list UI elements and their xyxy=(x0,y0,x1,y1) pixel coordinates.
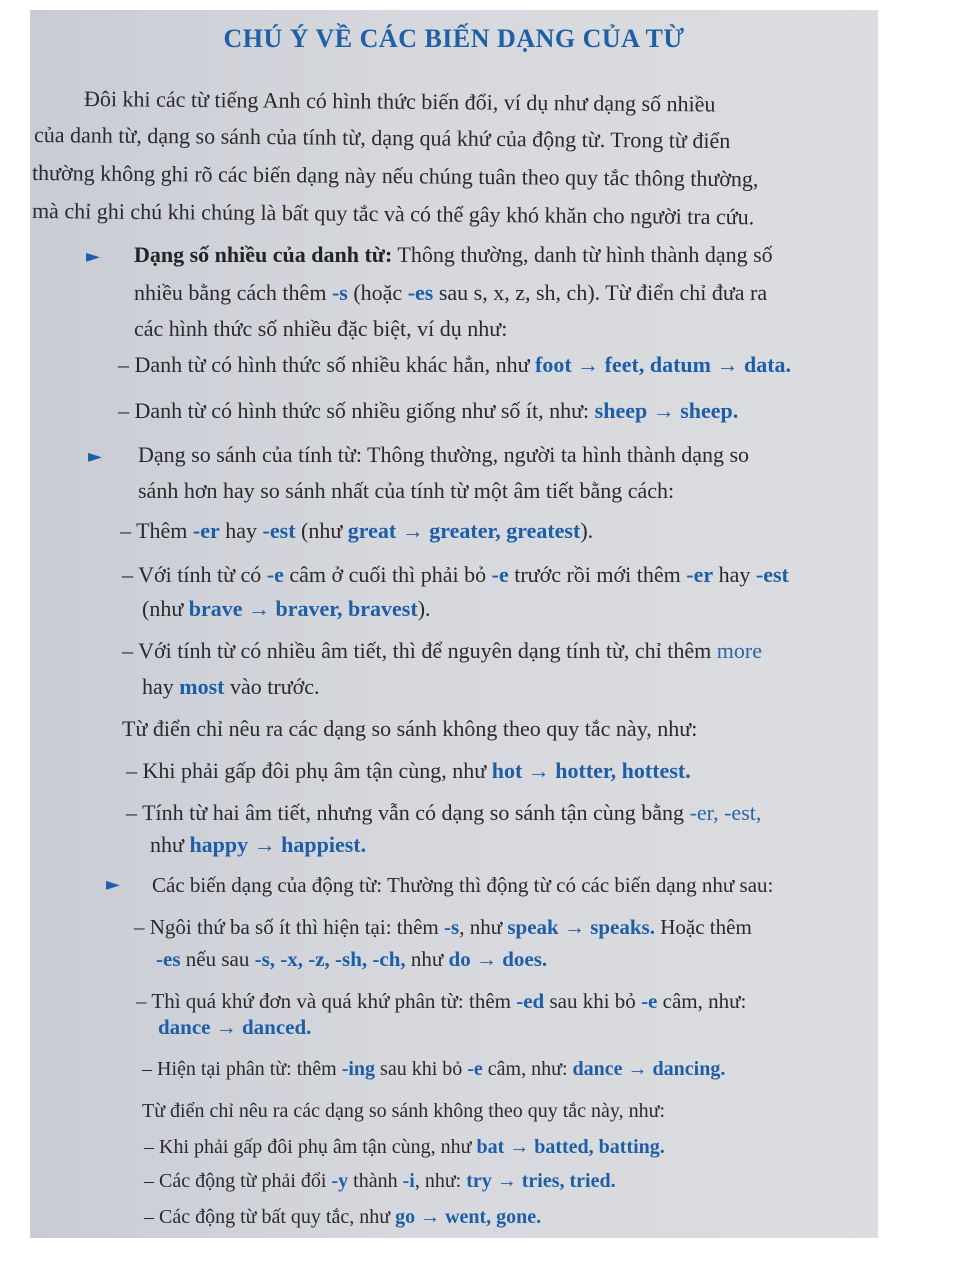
suffix: -s xyxy=(444,915,460,939)
text: hay xyxy=(142,674,180,699)
adj-dash-2 xyxy=(122,562,789,588)
example: foot → feet, datum → data. xyxy=(535,352,792,377)
verb-dash-1-cont xyxy=(156,946,547,972)
adj-irregular-intro: Từ điển chỉ nêu ra các dạng so sánh không theo quy tắc này, như: xyxy=(122,716,698,741)
adj-dash-4 xyxy=(126,758,691,784)
text: – Khi phải gấp đôi phụ âm tận cùng, như xyxy=(126,758,492,783)
text: – Thì quá khứ đơn và quá khứ phân từ: thêm xyxy=(136,989,517,1013)
suffix: -e xyxy=(467,1058,483,1080)
adj-dash-3 xyxy=(122,638,762,664)
noun-dash-2 xyxy=(118,398,738,424)
text: – Tính từ hai âm tiết, nhưng vẫn có dạng so sánh tận cùng bằng xyxy=(126,800,690,825)
adj-dash-1 xyxy=(120,518,593,544)
suffix: -est xyxy=(262,518,296,543)
text: như xyxy=(405,947,449,971)
keyword-more: more xyxy=(716,638,762,663)
verb-irregular-intro: Từ điển chỉ nêu ra các dạng so sánh không theo quy tắc này, như: xyxy=(142,1100,666,1122)
text: hay xyxy=(713,562,756,587)
verb-dash-5 xyxy=(144,1168,616,1194)
adj-dash-3-cont xyxy=(142,674,320,700)
bullet-triangle-icon: ► xyxy=(106,874,120,895)
suffix: -est xyxy=(755,562,789,587)
text: – Khi phải gấp đôi phụ âm tận cùng, như xyxy=(144,1136,477,1158)
text: nhiều bằng cách thêm xyxy=(134,280,332,305)
noun-line-3: các hình thức số nhiều đặc biệt, ví dụ như: xyxy=(134,316,508,341)
suffix: -i xyxy=(402,1170,415,1192)
text: – Với tính từ có xyxy=(122,562,267,587)
suffix: -ed xyxy=(516,989,545,1013)
noun-text: Thông thường, danh từ hình thành dạng số xyxy=(392,242,773,267)
suffix: -e xyxy=(641,989,658,1013)
noun-heading: Dạng số nhiều của danh từ: xyxy=(134,242,393,267)
adj-dash-2-cont xyxy=(142,596,431,622)
text: hay xyxy=(219,518,263,543)
example: do → does. xyxy=(448,947,548,971)
text: (hoặc xyxy=(347,280,408,305)
text: – Thêm xyxy=(120,518,193,543)
noun-dash-1 xyxy=(118,352,791,378)
text: ). xyxy=(580,518,594,543)
text: câm, như: xyxy=(482,1058,573,1080)
example: dance → danced. xyxy=(158,1015,312,1039)
suffix-list: -s, -x, -z, -sh, -ch, xyxy=(254,947,406,971)
intro-line-2: của danh từ, dạng so sánh của tính từ, dạng quá khứ của động từ. Trong từ điển xyxy=(33,122,731,154)
book-page xyxy=(30,10,878,1238)
text: sau khi bỏ xyxy=(375,1058,468,1080)
text: ). xyxy=(417,596,431,621)
example: dance → dancing. xyxy=(572,1058,726,1080)
text: – Hiện tại phân từ: thêm xyxy=(142,1058,342,1080)
intro-line-4: mà chỉ ghi chú khi chúng là bất quy tắc và có thể gây khó khăn cho người tra cứu. xyxy=(31,198,755,230)
text: , như xyxy=(459,915,508,939)
text: như xyxy=(150,832,190,857)
example: speak → speaks. xyxy=(507,915,655,939)
text: thành xyxy=(348,1170,403,1192)
suffix-s: -s xyxy=(331,280,348,305)
text: – Danh từ có hình thức số nhiều giống như số ít, như: xyxy=(118,398,595,423)
verb-dash-3 xyxy=(142,1056,725,1082)
example: hot → hotter, hottest. xyxy=(491,758,691,783)
verb-line-1: Các biến dạng của động từ: Thường thì động từ có các biến dạng như sau: xyxy=(152,873,774,897)
text: sau khi bỏ xyxy=(544,989,642,1013)
text: sau s, x, z, sh, ch). Từ điển chỉ đưa ra xyxy=(433,280,768,305)
verb-dash-2 xyxy=(136,988,746,1014)
example: happy → happiest. xyxy=(189,832,367,857)
example: great → greater, greatest xyxy=(347,518,581,543)
bullet-triangle-icon: ► xyxy=(86,246,100,267)
adj-line-1: Dạng so sánh của tính từ: Thông thường, người ta hình thành dạng so xyxy=(138,442,750,467)
suffix-es: -es xyxy=(407,280,434,305)
suffix: -es xyxy=(156,947,181,971)
suffix: -er xyxy=(686,562,714,587)
adj-dash-5 xyxy=(126,800,761,826)
example: brave → braver, bravest xyxy=(188,596,418,621)
text: – Ngôi thứ ba số ít thì hiện tại: thêm xyxy=(134,915,445,939)
intro-line-3: thường không ghi rõ các biến dạng này nếu chúng tuân theo quy tắc thông thường, xyxy=(31,160,759,192)
noun-line-2 xyxy=(134,280,767,306)
keyword-most: most xyxy=(179,674,225,699)
suffix: -e xyxy=(266,562,284,587)
verb-dash-4 xyxy=(144,1134,665,1160)
suffix: -y xyxy=(331,1170,349,1192)
text: – Với tính từ có nhiều âm tiết, thì để nguyên dạng tính từ, chỉ thêm xyxy=(122,638,717,663)
verb-dash-1 xyxy=(134,914,752,940)
text: – Các động từ bất quy tắc, như xyxy=(144,1206,396,1228)
suffix: -er xyxy=(192,518,220,543)
suffix: -e xyxy=(491,562,509,587)
example: bat → batted, batting. xyxy=(476,1136,665,1158)
verb-dash-6 xyxy=(144,1204,541,1230)
intro-line-1: Đôi khi các từ tiếng Anh có hình thức biến đổi, ví dụ như dạng số nhiều xyxy=(83,86,716,117)
example: go → went, gone. xyxy=(395,1206,542,1228)
page-title: CHÚ Ý VỀ CÁC BIẾN DẠNG CỦA TỪ xyxy=(223,24,685,53)
text: (như xyxy=(295,518,348,543)
text: – Các động từ phải đổi xyxy=(144,1170,332,1192)
example: try → tries, tried. xyxy=(466,1170,616,1192)
text: trước rồi mới thêm xyxy=(508,562,687,587)
verb-dash-2-cont xyxy=(158,1014,311,1040)
suffix: -ing xyxy=(341,1058,376,1080)
text: (như xyxy=(142,596,189,621)
example: sheep → sheep. xyxy=(594,398,739,423)
text: Hoặc thêm xyxy=(654,915,752,939)
text: câm ở cuối thì phải bỏ xyxy=(283,562,492,587)
suffixes: -er, -est, xyxy=(689,800,762,825)
bullet-triangle-icon: ► xyxy=(88,446,102,467)
adj-line-2: sánh hơn hay so sánh nhất của tính từ một âm tiết bằng cách: xyxy=(138,478,675,503)
text: nếu sau xyxy=(180,947,255,971)
text: – Danh từ có hình thức số nhiều khác hẳn, như xyxy=(118,352,536,377)
noun-line-1 xyxy=(134,242,773,268)
text: vào trước. xyxy=(224,674,320,699)
text: , như: xyxy=(414,1170,467,1192)
adj-dash-5-cont xyxy=(150,832,366,858)
text: câm, như: xyxy=(657,989,747,1013)
